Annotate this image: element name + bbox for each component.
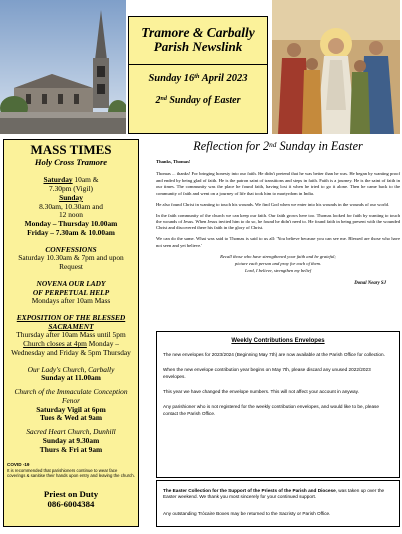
dunhill-mass-time-1: Sunday at 9.30am xyxy=(42,435,100,445)
reflection-paragraph-3: In the faith community of the church we can keep our faith. Our faith grows here too. Thomas looked for faith by wanting to touch the wounds of Jesus. When Jesus invited him to do so, he found he didn't need to. He found faith in being present with the wounded Christ and discovered there his faith in the glory of Christ. xyxy=(156,212,400,231)
sunday-times-b: 12 noon xyxy=(58,210,84,220)
liturgical-sunday: 2nd Sunday of Easter xyxy=(155,94,241,106)
sunday-times-a: 8.30am, 10.30am and xyxy=(39,201,103,211)
exposition-text-1: Thursday after 10am Mass until 5pm xyxy=(16,330,126,340)
dunhill-mass-time-2: Thurs & Fri at 9am xyxy=(39,444,103,454)
confessions-heading: CONFESSIONS xyxy=(45,244,97,254)
envelopes-paragraph-2: When the new envelope contribution year begins on May 7th, please discard any unused 2022/2023 envelopes. xyxy=(163,367,371,379)
carbally-mass-time: Sunday at 11.00am xyxy=(41,373,101,383)
religious-painting xyxy=(272,0,400,134)
carbally-church-name: Our Lady's Church, Carbally xyxy=(27,364,115,374)
fenor-church-name-1: Church of the Immaculate Conception xyxy=(14,387,128,397)
weekday-times-2: Friday – 7.30am & 10.00am xyxy=(27,227,115,237)
reflection-paragraph-1: Thomas ... thanks! For bringing honesty into our faith. He didn't pretend that he was better than he was. He began by wanting proof and ended by being glad of faith. He is the patron saint of transitions and steps in faith. Faith is a journey. He is the saint of faith in our times. The community was the place he found faith, having lost it when he tried to go it alone. Then he came back to the community of faith and went on a journey of life that took him to martyrdom in India. xyxy=(156,171,400,196)
exposition-heading-1: EXPOSITION OF THE BLESSED xyxy=(16,313,126,323)
church-photo xyxy=(0,0,126,134)
covid-heading: COVID -19 xyxy=(7,462,30,468)
exposition-text-2: Church closes at 4pm Monday – Wednesday and Friday & 5pm Thursday xyxy=(11,339,131,357)
reflection-thanks: Thanks, Thomas! xyxy=(156,159,191,164)
saturday-times: Saturday 10am & xyxy=(43,175,99,185)
weekday-times-1: Monday – Thursday 10.00am xyxy=(24,219,118,229)
confessions-text: Saturday 10.30am & 7pm and upon Request xyxy=(18,253,124,272)
priest-phone-number: 086-6004384 xyxy=(47,498,95,509)
exposition-heading-2: SACRAMENT xyxy=(48,321,94,331)
reflection-section xyxy=(156,139,400,286)
covid-text: It is recommended that parishioners continue to wear face coverings & sanitise their hands upon entry and leaving the church. xyxy=(7,468,135,479)
reflection-heading: Reflection for 2nd Sunday in Easter xyxy=(193,139,363,153)
reflection-prayer-3: Lord, I believe, strengthen my belief xyxy=(244,268,312,274)
main-church-name: Holy Cross Tramore xyxy=(34,157,108,168)
reflection-prayer-2: picture each person and pray for each of them. xyxy=(234,260,322,266)
painting-image xyxy=(272,0,400,134)
fenor-mass-time-1: Saturday Vigil at 6pm xyxy=(36,404,106,414)
envelopes-notice xyxy=(156,331,400,478)
reflection-paragraph-2: He also found Christ in wanting to touch his wounds. We find God when we enter into his wounds in the wounds of our world. xyxy=(156,201,390,207)
fenor-mass-time-2: Tues & Wed at 9am xyxy=(39,413,102,423)
priest-on-duty xyxy=(7,489,135,509)
reflection-paragraph-4: We can do the same. What was said to Thomas is said to us all: 'You believe because you can see me. Blessed are those who have not seen and yet believe.' xyxy=(156,236,400,248)
title-panel xyxy=(128,16,268,134)
envelopes-paragraph-1: The new envelopes for 2023/2024 (Beginning May 7th) are now available at the Parish Office for collection. xyxy=(163,352,385,357)
newsletter-title: Parish Newslink xyxy=(153,39,243,55)
trocaire-boxes-text: Any outstanding Trócaire Boxes may be returned to the Sacristy or Parish Office. xyxy=(163,510,331,516)
covid-notice xyxy=(7,462,135,478)
dunhill-church-name: Sacred Heart Church, Dunhill xyxy=(26,427,116,437)
envelopes-paragraph-3: This year we have changed the envelope numbers. This will not affect your account in anyway. xyxy=(163,389,359,395)
saturday-vigil: 7.30pm (Vigil) xyxy=(49,184,93,194)
novena-text: Mondays after 10am Mass xyxy=(31,296,111,306)
fenor-church-name-2: Fenor xyxy=(61,395,81,405)
church-photo-image xyxy=(0,0,126,134)
title-divider xyxy=(129,64,267,65)
reflection-author: Donal Neary SJ xyxy=(354,281,386,287)
mass-times-panel xyxy=(3,139,139,527)
priest-on-duty-label: Priest on Duty xyxy=(43,488,99,499)
collection-notice xyxy=(156,480,400,527)
sunday-label: Sunday xyxy=(59,192,83,202)
novena-heading-1: NOVENA OUR LADY xyxy=(36,278,106,288)
envelopes-paragraph-4: Any parishioner who is not registered for the weekly contribution envelopes, and would like to be, please contact the Parish Office. xyxy=(163,404,380,416)
easter-collection-text: The Easter Collection for the Support of the Priests of the Parish and Diocese, was taken up over the Easter weekend. We thank you most sincerely for your continued support. xyxy=(163,488,385,500)
envelopes-heading: Weekly Contributions Envelopes xyxy=(231,338,325,344)
newsletter-parish-name: Tramore & Carbally xyxy=(141,25,255,40)
mass-times-heading: MASS TIMES xyxy=(30,142,112,157)
issue-date: Sunday 16th April 2023 xyxy=(148,72,248,84)
novena-heading-2: OF PERPETUAL HELP xyxy=(32,287,110,297)
reflection-prayer-1: Recall those who have strengthened your faith and be grateful; xyxy=(220,253,336,259)
